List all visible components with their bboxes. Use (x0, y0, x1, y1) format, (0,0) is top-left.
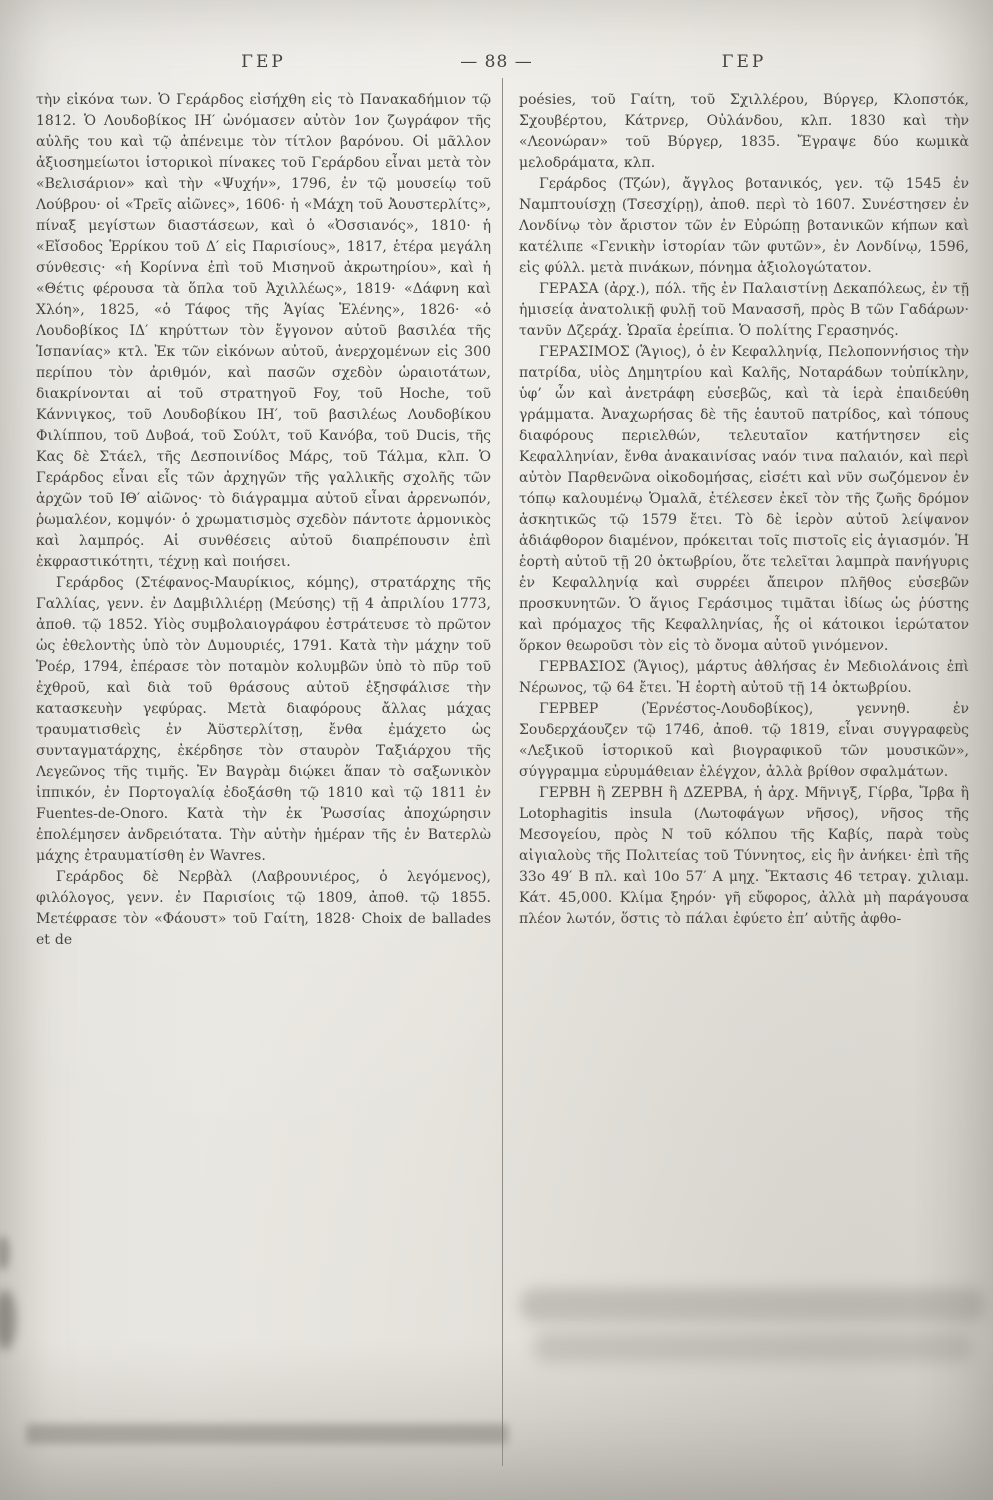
entry-paragraph-continuation-poesies: poésies, τοῦ Γαίτη, τοῦ Σχιλλέρου, Βύργερ, Κλοπστόκ, Σχουβέρτου, Κάτρνερ, Οὐλάνδου, κλπ. 1830 καὶ τὴν «Λεονώραν» τοῦ Βύργερ, 1835. Ἔγραψε δύο κωμικὰ μελοδράματα, κλπ. (519, 92, 969, 171)
bottom-fade-artifact (0, 1340, 993, 1500)
edge-ink-blot (0, 1290, 16, 1350)
page-number: — 88 — (460, 52, 533, 72)
entry-paragraph-gerasa: ΓΕΡΑΣΑ (ἀρχ.), πόλ. τῆς ἐν Παλαιστίνῃ Δεκαπόλεως, ἐν τῇ ἡμισείᾳ ἀνατολικῇ φυλῇ τοῦ Μανασσῆ, πρὸς Β τῶν Γαδάρων· τανῦν Δζεράχ. Ὡραῖα ἐρείπια. Ὁ πολίτης Γερασηνός. (519, 281, 969, 339)
entry-paragraph-gerard-john-botanist: Γεράρδος (Τζών), ἄγγλος βοτανικός, γεν. τῷ 1545 ἐν Ναμπτουίσχῃ (Τσεσχίρῃ), ἀποθ. περὶ τὸ 1607. Συνέστησεν ἐν Λονδίνῳ τὸν ἄριστον τῶν ἐν Εὐρώπῃ βοτανικῶν κήπων καὶ κατέλιπε «Γενικὴν ἱστορίαν τῶν φυτῶν», ἐν Λονδίνῳ, 1596, εἰς φύλλ. μετὰ πινάκων, πόνημα ἀξιολογώτατον. (519, 176, 969, 276)
entry-paragraph-gerasimos: ΓΕΡΑΣΙΜΟΣ (Ἅγιος), ὁ ἐν Κεφαλληνίᾳ, Πελοποννήσιος τὴν πατρίδα, υἱὸς Δημητρίου καὶ Καλῆς, Νοταράδων τοὐπίκλην, ὑφ’ ὧν καὶ ἀνετράφη εὐσεβῶς, καὶ τὰ ἱερὰ ἐπαιδεύθη γράμματα. Ἀναχωρήσας δὲ τῆς ἑαυτοῦ πατρίδος, καὶ τόπους διαφόρους περιελθών, τελευταῖον κατήντησεν εἰς Κεφαλληνίαν, ἔνθα ἀνακαινίσας ναόν τινα παλαιόν, καὶ περὶ αὐτὸν Παρθενῶνα οἰκοδομήσας, εἰσέτι καὶ νῦν σωζόμενον ἐν τόπῳ καλουμένῳ Ὁμαλᾶ, ἐτέλεσεν ἐκεῖ τὸν τῆς ζωῆς δρόμον ἀσκητικῶς τῷ 1579 ἔτει. Τὸ δὲ ἱερὸν αὐτοῦ λείψανον ἀδιάφθορον διαμένον, πρόκειται τοῖς πιστοῖς εἰς ἁγιασμόν. Ἡ ἑορτὴ αὐτοῦ τῇ 20 ὀκτωβρίου, ὅτε τελεῖται λαμπρὰ πανήγυρις ἐν Κεφαλληνίᾳ καὶ συρρέει ἄπειρον πλῆθος εὐσεβῶν προσκυνητῶν. Ὁ ἅγιος Γεράσιμος τιμᾶται ἰδίως ὡς ῥύστης καὶ πρόμαχος τῆς Κεφαλληνίας, ἧς οἱ κάτοικοι ἱερώτατον ὅρκον θεωροῦσι τὸν εἰς τὸ ὄνομα αὐτοῦ γινόμενον. (519, 344, 969, 654)
scan-stain-bar (26, 1424, 508, 1444)
bleedthrough-smudge (520, 1288, 985, 1322)
entry-paragraph-gervi-island: ΓΕΡΒΗ ἢ ΖΕΡΒΗ ἢ ΔΖΕΡΒΑ, ἡ ἀρχ. Μῆνιγξ, Γίρβα, Ἴρβα ἢ Lotophagitis insula (Λωτοφάγων νῆσος), νῆσος τῆς Μεσογείου, πρὸς Ν τοῦ κόλπου τῆς Καβίς, παρὰ τοὺς αἰγιαλοὺς τῆς Πολιτείας τοῦ Τύννητος, εἰς ἣν ἀνήκει· ἐπὶ τῆς 33ο 49′ Β πλ. καὶ 10ο 57′ Α μηχ. Ἔκτασις 46 τετραγ. χιλιαμ. Κάτ. 45,000. Κλίμα ξηρόν· γῆ εὔφορος, ἀλλὰ μὴ παράγουσα πλέον λωτόν, ὅστις τὸ πάλαι ἐφύετο ἐπ’ αὐτῆς ἀφθο- (519, 785, 969, 927)
bleedthrough-smudge (533, 1332, 973, 1362)
right-column (519, 90, 969, 930)
entry-paragraph-gerber: ΓΕΡΒΕΡ (Ἐρνέστος-Λουδοβίκος), γεννηθ. ἐν Σουδερχάουζεν τῷ 1746, ἀποθ. τῷ 1819, εἶναι συγγραφεὺς «Λεξικοῦ ἱστορικοῦ καὶ βιογραφικοῦ τῶν μουσικῶν», σύγγραμμα εὐρυμάθειαν ἐλέγχον, ἀλλὰ βρίθον σφαλμάτων. (519, 701, 969, 780)
entry-paragraph-gerard-de-nerval: Γεράρδος δὲ Νερβὰλ (Λαβρουνιέρος, ὁ λεγόμενος), φιλόλογος, γενν. ἐν Παρισίοις τῷ 1809, ἀποθ. τῷ 1855. Μετέφρασε τὸν «Φάουστ» τοῦ Γαίτη, 1828· Choix de ballades et de (36, 869, 491, 948)
left-column (36, 90, 491, 951)
running-head-left: ΓΕΡ (241, 52, 286, 72)
entry-paragraph-gerard-marshal: Γεράρδος (Στέφανος-Μαυρίκιος, κόμης), στρατάρχης τῆς Γαλλίας, γενν. ἐν Δαμβιλλιέρῃ (Μεύσης) τῇ 4 ἀπριλίου 1773, ἀποθ. τῷ 1852. Υἱὸς συμβολαιογράφου ἐστράτευσε τὸ πρῶτον ὡς ἐθελοντὴς ὑπὸ τὸν Δυμουριές, 1791. Κατὰ τὴν μάχην τοῦ Ῥοέρ, 1794, ἐπέρασε τὸν ποταμὸν κολυμβῶν ὑπὸ τὸ πῦρ τοῦ ἐχθροῦ, καὶ διὰ τοῦ θράσους αὐτοῦ ἐξησφάλισε τὴν κατασκευὴν γεφύρας. Μετὰ διαφόρους ἄλλας μάχας τραυματισθεὶς ἐν Ἀϋστερλίτσῃ, ἔνθα ἐμάχετο ὡς συνταγματάρχης, ἐκέρδησε τὸν σταυρὸν Ταξιάρχου τῆς Λεγεῶνος τῆς τιμῆς. Ἐν Βαγρὰμ διῴκει ἅπαν τὸ σαξωνικὸν ἱππικόν, ἐν Πορτογαλίᾳ ἐδοξάσθη τῷ 1810 καὶ τῷ 1811 ἐν Fuentes-de-Onoro. Κατὰ τὴν ἐκ Ῥωσσίας ἀποχώρησιν ἐπολέμησεν ἀνδρειότατα. Τὴν αὐτὴν ἡμέραν τῆς ἐν Βατερλὼ μάχης ἐτραυματίσθη ἐν Wavres. (36, 575, 491, 864)
entry-paragraph-gerard-painter-continuation: τὴν εἰκόνα των. Ὁ Γεράρδος εἰσήχθη εἰς τὸ Πανακαδήμιον τῷ 1812. Ὁ Λουδοβίκος ΙΗ′ ὠνόμασεν αὐτὸν 1ον ζωγράφον τῆς αὐλῆς του καὶ τῷ ἀπένειμε τὸν τίτλον βαρόνου. Οἱ μᾶλλον ἀξιοσημείωτοι ἱστορικοὶ πίνακες τοῦ Γεράρδου εἶναι μετὰ τὸν «Βελισάριον» καὶ τὴν «Ψυχήν», 1796, ἐν τῷ μουσείῳ τοῦ Λούβρου· οἱ «Τρεῖς αἰῶνες», 1606· ἡ «Μάχη τοῦ Ἀουστερλίτς», πίναξ μεγίστων διαστάσεων, καὶ ὁ «Ὀσσιανός», 1810· ἡ «Εἴσοδος Ἑρρίκου τοῦ Δ′ εἰς Παρισίους», 1817, ἑτέρα μεγάλη σύνθεσις· «ἡ Κορίννα ἐπὶ τοῦ Μισηνοῦ ἀκρωτηρίου», καὶ ἡ «Θέτις φέρουσα τὰ ὅπλα τοῦ Ἀχιλλέως», 1819· «Δάφνη καὶ Χλόη», 1825, «ὁ Τάφος τῆς Ἁγίας Ἑλένης», 1826· «ὁ Λουδοβίκος ΙΔ′ κηρύττων τὸν ἔγγονον αὐτοῦ βασιλέα τῆς Ἱσπανίας» κτλ. Ἐκ τῶν εἰκόνων αὐτοῦ, ἀνερχομένων εἰς 300 περίπου τὸν ἀριθμόν, καὶ πασῶν σχεδὸν ὡραιοτάτων, διακρίνονται αἱ τοῦ στρατηγοῦ Foy, τοῦ Hoche, τοῦ Κάννιγκος, τοῦ Λουδοβίκου ΙΗ′, τοῦ βασιλέως Λουδοβίκου Φιλίππου, τοῦ Δυβοά, τοῦ Σούλτ, τοῦ Κανόβα, τοῦ Ducis, τῆς Κας δὲ Στάελ, τῆς Δεσποινίδος Μάρς, τοῦ Τάλμα, κλπ. Ὁ Γεράρδος εἶναι εἷς τῶν ἀρχηγῶν τῆς γαλλικῆς σχολῆς τῶν ἀρχῶν τοῦ ΙΘ′ αἰῶνος· τὸ διάγραμμα αὐτοῦ εἶναι ἀρρενωπόν, ῥωμαλέον, κομψόν· ὁ χρωματισμὸς σχεδὸν πάντοτε ἁρμονικὸς καὶ λαμπρός. Αἱ συνθέσεις αὐτοῦ διαπρέπουσιν ἐπὶ ἐκφραστικότητι, τέχνῃ καὶ ποιήσει. (36, 92, 491, 570)
column-divider (502, 78, 503, 1466)
running-head-right: ΓΕΡ (721, 52, 767, 72)
edge-ink-blot (0, 1236, 10, 1270)
entry-paragraph-gervasios: ΓΕΡΒΑΣΙΟΣ (Ἅγιος), μάρτυς ἀθλήσας ἐν Μεδιολάνοις ἐπὶ Νέρωνος, τῷ 64 ἔτει. Ἡ ἑορτὴ αὐτοῦ τῇ 14 ὀκτωβρίου. (519, 659, 969, 696)
